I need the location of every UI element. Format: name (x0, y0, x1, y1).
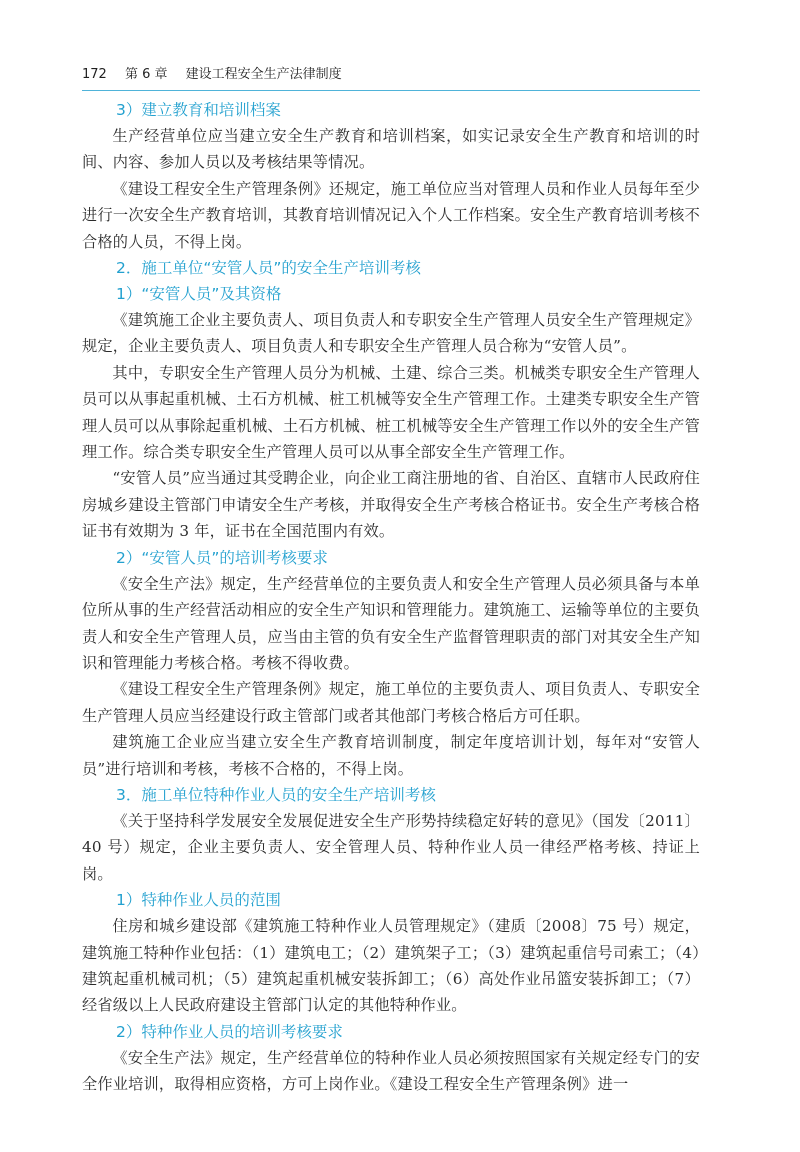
paragraph: 生产经营单位应当建立安全生产教育和培训档案，如实记录安全生产教育和培训的时间、内容、参加人员以及考核结果等情况。 (82, 127, 700, 172)
paragraph: 其中，专职安全生产管理人员分为机械、土建、综合三类。机械类专职安全生产管理人员可以从事起重机械、土石方机械、桩工机械等安全生产管理工作。土建类专职安全生产管理人员可以从事除起重机械、土石方机械、桩工机械等安全生产管理工作以外的安全生产管理工作。综合类专职安全生产管理人员可以从事全部安全生产管理工作。 (82, 363, 700, 462)
section-heading: 3．施工单位特种作业人员的安全生产培训考核 (116, 785, 436, 804)
chapter-title: 建设工程安全生产法律制度 (185, 67, 342, 82)
paragraph: 《安全生产法》规定，生产经营单位的特种作业人员必须按照国家有关规定经专门的安全作业培训，取得相应资格，方可上岗作业。《建设工程安全生产管理条例》进一 (82, 1048, 700, 1094)
page-number: 172 (82, 67, 107, 82)
subsection-heading: 2）“安管人员”的培训考核要求 (116, 548, 328, 567)
subsection-heading: 3）建立教育和培训档案 (116, 101, 281, 119)
paragraph: 《建筑施工企业主要负责人、项目负责人和专职安全生产管理人员安全生产管理规定》规定，企业主要负责人、项目负责人和专职安全生产管理人员合称为“安管人员”。 (82, 311, 700, 356)
header-rule (82, 90, 700, 91)
paragraph: 住房和城乡建设部《建筑施工特种作业人员管理规定》（建质〔2008〕75 号）规定，建筑施工特种作业包括：（1）建筑电工；（2）建筑架子工；（3）建筑起重信号司索工；（4）建筑起重机械司机；（5）建筑起重机械安装拆卸工；（6）高处作业吊篮安装拆卸工；（7）经省级以上人民政府建设主管部门认定的其他特种作业。 (82, 917, 700, 1015)
subsection-heading: 1）“安管人员”及其资格 (116, 285, 282, 304)
running-header (82, 62, 700, 88)
paragraph: 《安全生产法》规定，生产经营单位的主要负责人和安全生产管理人员必须具备与本单位所从事的生产经营活动相应的安全生产知识和管理能力。建筑施工、运输等单位的主要负责人和安全生产管理人员，应当由主管的负有安全生产监督管理职责的部门对其安全生产知识和管理能力考核合格。考核不得收费。 (82, 574, 700, 672)
section-heading: 2．施工单位“安管人员”的安全生产培训考核 (116, 259, 421, 278)
paragraph: 《建设工程安全生产管理条例》规定，施工单位的主要负责人、项目负责人、专职安全生产管理人员应当经建设行政主管部门或者其他部门考核合格后方可任职。 (82, 680, 700, 725)
chapter-label: 第 6 章 (124, 67, 168, 82)
paragraph: “安管人员”应当通过其受聘企业，向企业工商注册地的省、自治区、直辖市人民政府住房城乡建设主管部门申请安全生产考核，并取得安全生产考核合格证书。安全生产考核合格证书有效期为 3 年，证书在全国范围内有效。 (82, 469, 700, 541)
paragraph: 建筑施工企业应当建立安全生产教育培训制度，制定年度培训计划，每年对“安管人员”进行培训和考核，考核不合格的，不得上岗。 (82, 733, 700, 778)
subsection-heading: 2）特种作业人员的培训考核要求 (116, 1022, 343, 1041)
book-page (82, 62, 700, 1098)
paragraph: 《关于坚持科学发展安全发展促进安全生产形势持续稳定好转的意见》（国发〔2011〕40 号）规定，企业主要负责人、安全管理人员、特种作业人员一律经严格考核、持证上岗。 (82, 811, 700, 883)
paragraph: 《建设工程安全生产管理条例》还规定，施工单位应当对管理人员和作业人员每年至少进行一次安全生产教育培训，其教育培训情况记入个人工作档案。安全生产教育培训考核不合格的人员，不得上岗。 (82, 179, 700, 251)
subsection-heading: 1）特种作业人员的范围 (116, 891, 281, 910)
